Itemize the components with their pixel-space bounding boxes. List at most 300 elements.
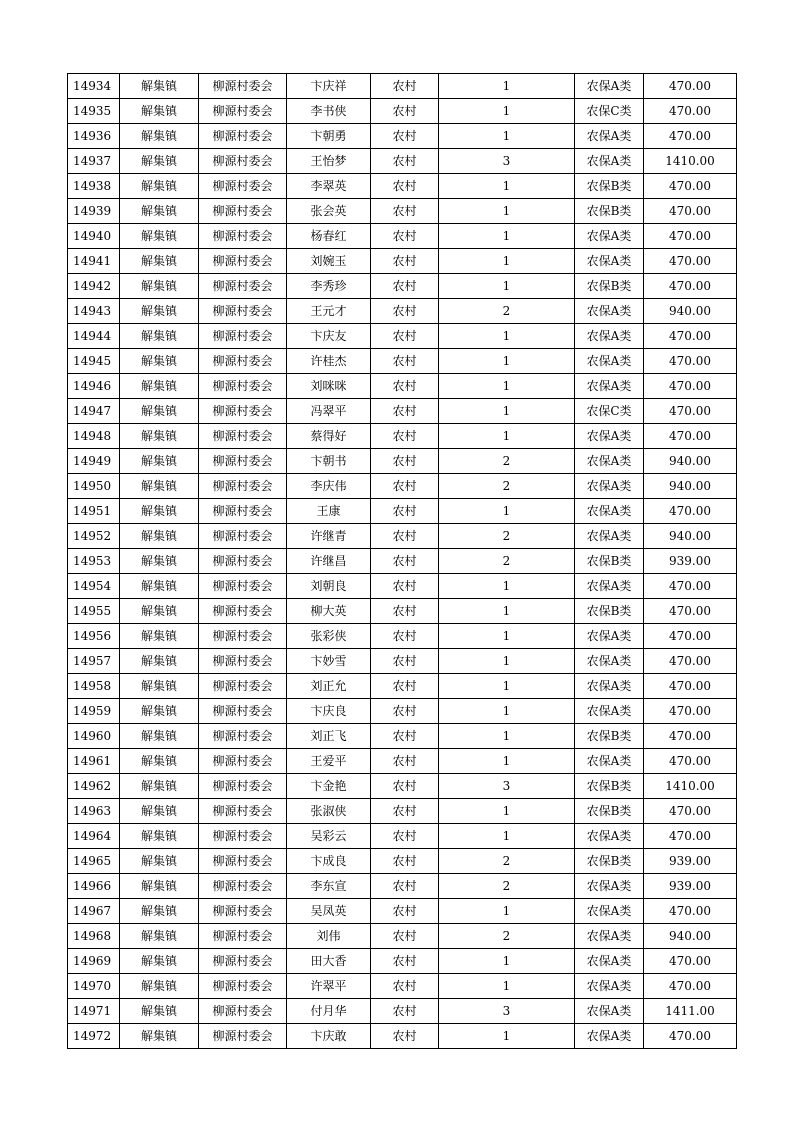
cell-area-type: 农村: [371, 674, 439, 699]
cell-area-type: 农村: [371, 249, 439, 274]
table-row: [68, 974, 737, 999]
cell-person-name: 张会英: [287, 199, 371, 224]
cell-amount: 470.00: [644, 99, 737, 124]
cell-record-id: 14953: [68, 549, 120, 574]
cell-record-id: 14940: [68, 224, 120, 249]
cell-area-type: 农村: [371, 524, 439, 549]
cell-insurance-category: 农保C类: [575, 399, 644, 424]
cell-amount: 470.00: [644, 274, 737, 299]
cell-insurance-category: 农保A类: [575, 424, 644, 449]
cell-amount: 940.00: [644, 449, 737, 474]
cell-town: 解集镇: [120, 299, 199, 324]
cell-amount: 470.00: [644, 1024, 737, 1049]
cell-insurance-category: 农保A类: [575, 449, 644, 474]
cell-village-committee: 柳源村委会: [199, 749, 287, 774]
cell-household-count: 2: [439, 549, 575, 574]
cell-village-committee: 柳源村委会: [199, 399, 287, 424]
cell-amount: 939.00: [644, 874, 737, 899]
cell-area-type: 农村: [371, 274, 439, 299]
cell-amount: 470.00: [644, 399, 737, 424]
cell-amount: 470.00: [644, 424, 737, 449]
cell-area-type: 农村: [371, 349, 439, 374]
cell-record-id: 14971: [68, 999, 120, 1024]
cell-town: 解集镇: [120, 524, 199, 549]
cell-record-id: 14972: [68, 1024, 120, 1049]
cell-amount: 470.00: [644, 249, 737, 274]
cell-household-count: 1: [439, 699, 575, 724]
cell-town: 解集镇: [120, 74, 199, 99]
cell-record-id: 14949: [68, 449, 120, 474]
cell-town: 解集镇: [120, 849, 199, 874]
cell-area-type: 农村: [371, 849, 439, 874]
cell-person-name: 李书侠: [287, 99, 371, 124]
cell-amount: 940.00: [644, 299, 737, 324]
cell-town: 解集镇: [120, 574, 199, 599]
table-row: [68, 949, 737, 974]
cell-household-count: 1: [439, 799, 575, 824]
table-row: [68, 99, 737, 124]
cell-village-committee: 柳源村委会: [199, 799, 287, 824]
table-row: [68, 374, 737, 399]
cell-area-type: 农村: [371, 1024, 439, 1049]
cell-record-id: 14948: [68, 424, 120, 449]
cell-village-committee: 柳源村委会: [199, 374, 287, 399]
cell-village-committee: 柳源村委会: [199, 474, 287, 499]
cell-area-type: 农村: [371, 624, 439, 649]
cell-amount: 470.00: [644, 349, 737, 374]
cell-household-count: 2: [439, 524, 575, 549]
cell-record-id: 14938: [68, 174, 120, 199]
cell-village-committee: 柳源村委会: [199, 649, 287, 674]
cell-amount: 470.00: [644, 624, 737, 649]
cell-person-name: 李庆伟: [287, 474, 371, 499]
cell-insurance-category: 农保A类: [575, 74, 644, 99]
cell-area-type: 农村: [371, 549, 439, 574]
cell-record-id: 14945: [68, 349, 120, 374]
cell-town: 解集镇: [120, 374, 199, 399]
cell-insurance-category: 农保A类: [575, 349, 644, 374]
cell-household-count: 1: [439, 424, 575, 449]
cell-record-id: 14939: [68, 199, 120, 224]
cell-record-id: 14963: [68, 799, 120, 824]
cell-record-id: 14964: [68, 824, 120, 849]
table-row: [68, 849, 737, 874]
cell-insurance-category: 农保B类: [575, 174, 644, 199]
cell-amount: 1410.00: [644, 149, 737, 174]
cell-area-type: 农村: [371, 799, 439, 824]
cell-insurance-category: 农保A类: [575, 524, 644, 549]
cell-household-count: 2: [439, 299, 575, 324]
cell-town: 解集镇: [120, 199, 199, 224]
cell-household-count: 1: [439, 499, 575, 524]
cell-household-count: 2: [439, 474, 575, 499]
cell-insurance-category: 农保A类: [575, 624, 644, 649]
cell-village-committee: 柳源村委会: [199, 124, 287, 149]
cell-person-name: 王怡梦: [287, 149, 371, 174]
cell-amount: 470.00: [644, 124, 737, 149]
cell-insurance-category: 农保B类: [575, 274, 644, 299]
cell-person-name: 许桂杰: [287, 349, 371, 374]
cell-village-committee: 柳源村委会: [199, 899, 287, 924]
table-row: [68, 174, 737, 199]
cell-insurance-category: 农保A类: [575, 649, 644, 674]
cell-person-name: 杨春红: [287, 224, 371, 249]
cell-household-count: 1: [439, 249, 575, 274]
cell-town: 解集镇: [120, 624, 199, 649]
cell-record-id: 14956: [68, 624, 120, 649]
cell-insurance-category: 农保A类: [575, 824, 644, 849]
cell-town: 解集镇: [120, 699, 199, 724]
cell-insurance-category: 农保A类: [575, 374, 644, 399]
cell-town: 解集镇: [120, 99, 199, 124]
cell-amount: 470.00: [644, 824, 737, 849]
cell-person-name: 李翠英: [287, 174, 371, 199]
table-row: [68, 874, 737, 899]
cell-record-id: 14951: [68, 499, 120, 524]
cell-insurance-category: 农保B类: [575, 724, 644, 749]
cell-record-id: 14960: [68, 724, 120, 749]
cell-town: 解集镇: [120, 924, 199, 949]
table-row: [68, 824, 737, 849]
cell-person-name: 李东宣: [287, 874, 371, 899]
cell-area-type: 农村: [371, 399, 439, 424]
cell-area-type: 农村: [371, 199, 439, 224]
cell-record-id: 14946: [68, 374, 120, 399]
cell-record-id: 14957: [68, 649, 120, 674]
cell-record-id: 14941: [68, 249, 120, 274]
cell-person-name: 李秀珍: [287, 274, 371, 299]
table-row: [68, 524, 737, 549]
cell-village-committee: 柳源村委会: [199, 149, 287, 174]
cell-area-type: 农村: [371, 74, 439, 99]
cell-household-count: 1: [439, 1024, 575, 1049]
cell-person-name: 许翠平: [287, 974, 371, 999]
cell-amount: 470.00: [644, 374, 737, 399]
cell-record-id: 14965: [68, 849, 120, 874]
cell-person-name: 卞庆良: [287, 699, 371, 724]
table-row: [68, 599, 737, 624]
cell-insurance-category: 农保A类: [575, 149, 644, 174]
cell-household-count: 2: [439, 874, 575, 899]
cell-town: 解集镇: [120, 499, 199, 524]
cell-insurance-category: 农保A类: [575, 474, 644, 499]
cell-area-type: 农村: [371, 449, 439, 474]
cell-village-committee: 柳源村委会: [199, 524, 287, 549]
cell-village-committee: 柳源村委会: [199, 699, 287, 724]
cell-record-id: 14970: [68, 974, 120, 999]
table-row: [68, 449, 737, 474]
cell-area-type: 农村: [371, 824, 439, 849]
cell-person-name: 王康: [287, 499, 371, 524]
cell-person-name: 冯翠平: [287, 399, 371, 424]
cell-town: 解集镇: [120, 174, 199, 199]
cell-person-name: 卞金艳: [287, 774, 371, 799]
cell-household-count: 1: [439, 374, 575, 399]
cell-household-count: 1: [439, 949, 575, 974]
cell-town: 解集镇: [120, 899, 199, 924]
cell-amount: 470.00: [644, 749, 737, 774]
cell-person-name: 卞朝勇: [287, 124, 371, 149]
cell-village-committee: 柳源村委会: [199, 174, 287, 199]
cell-village-committee: 柳源村委会: [199, 574, 287, 599]
cell-household-count: 1: [439, 574, 575, 599]
cell-person-name: 刘正允: [287, 674, 371, 699]
cell-record-id: 14937: [68, 149, 120, 174]
cell-insurance-category: 农保C类: [575, 99, 644, 124]
cell-town: 解集镇: [120, 474, 199, 499]
cell-household-count: 3: [439, 999, 575, 1024]
cell-area-type: 农村: [371, 924, 439, 949]
cell-person-name: 卞朝书: [287, 449, 371, 474]
cell-record-id: 14936: [68, 124, 120, 149]
cell-town: 解集镇: [120, 349, 199, 374]
cell-household-count: 3: [439, 774, 575, 799]
cell-person-name: 吴凤英: [287, 899, 371, 924]
cell-town: 解集镇: [120, 324, 199, 349]
table-row: [68, 199, 737, 224]
cell-record-id: 14952: [68, 524, 120, 549]
table-row: [68, 324, 737, 349]
cell-insurance-category: 农保B类: [575, 599, 644, 624]
cell-person-name: 刘正飞: [287, 724, 371, 749]
cell-insurance-category: 农保A类: [575, 874, 644, 899]
cell-village-committee: 柳源村委会: [199, 974, 287, 999]
cell-person-name: 卞庆祥: [287, 74, 371, 99]
cell-record-id: 14961: [68, 749, 120, 774]
cell-amount: 470.00: [644, 799, 737, 824]
cell-village-committee: 柳源村委会: [199, 624, 287, 649]
cell-area-type: 农村: [371, 99, 439, 124]
cell-insurance-category: 农保A类: [575, 999, 644, 1024]
cell-person-name: 刘婉玉: [287, 249, 371, 274]
cell-village-committee: 柳源村委会: [199, 424, 287, 449]
table-row: [68, 724, 737, 749]
cell-town: 解集镇: [120, 874, 199, 899]
cell-household-count: 2: [439, 924, 575, 949]
cell-household-count: 1: [439, 674, 575, 699]
cell-household-count: 1: [439, 899, 575, 924]
cell-insurance-category: 农保A类: [575, 1024, 644, 1049]
table-row: [68, 74, 737, 99]
cell-town: 解集镇: [120, 974, 199, 999]
cell-town: 解集镇: [120, 249, 199, 274]
cell-person-name: 张淑侠: [287, 799, 371, 824]
cell-town: 解集镇: [120, 424, 199, 449]
cell-record-id: 14966: [68, 874, 120, 899]
cell-person-name: 许继昌: [287, 549, 371, 574]
cell-town: 解集镇: [120, 224, 199, 249]
table-row: [68, 549, 737, 574]
cell-village-committee: 柳源村委会: [199, 324, 287, 349]
cell-village-committee: 柳源村委会: [199, 499, 287, 524]
cell-town: 解集镇: [120, 449, 199, 474]
cell-record-id: 14968: [68, 924, 120, 949]
cell-area-type: 农村: [371, 749, 439, 774]
cell-record-id: 14959: [68, 699, 120, 724]
cell-insurance-category: 农保A类: [575, 949, 644, 974]
cell-record-id: 14958: [68, 674, 120, 699]
cell-insurance-category: 农保B类: [575, 799, 644, 824]
cell-household-count: 1: [439, 599, 575, 624]
cell-record-id: 14950: [68, 474, 120, 499]
cell-area-type: 农村: [371, 724, 439, 749]
table-row: [68, 749, 737, 774]
cell-household-count: 1: [439, 724, 575, 749]
cell-amount: 470.00: [644, 174, 737, 199]
cell-town: 解集镇: [120, 599, 199, 624]
table-row: [68, 574, 737, 599]
table-row: [68, 649, 737, 674]
cell-amount: 940.00: [644, 524, 737, 549]
cell-household-count: 3: [439, 149, 575, 174]
table-row: [68, 799, 737, 824]
cell-record-id: 14934: [68, 74, 120, 99]
cell-village-committee: 柳源村委会: [199, 99, 287, 124]
cell-person-name: 张彩侠: [287, 624, 371, 649]
cell-person-name: 许继青: [287, 524, 371, 549]
cell-amount: 470.00: [644, 574, 737, 599]
cell-amount: 470.00: [644, 599, 737, 624]
cell-area-type: 农村: [371, 949, 439, 974]
table-row: [68, 499, 737, 524]
cell-town: 解集镇: [120, 149, 199, 174]
cell-town: 解集镇: [120, 824, 199, 849]
cell-person-name: 田大香: [287, 949, 371, 974]
cell-amount: 470.00: [644, 649, 737, 674]
cell-person-name: 卞成良: [287, 849, 371, 874]
cell-area-type: 农村: [371, 899, 439, 924]
cell-village-committee: 柳源村委会: [199, 949, 287, 974]
table-row: [68, 674, 737, 699]
table-row: [68, 224, 737, 249]
cell-town: 解集镇: [120, 999, 199, 1024]
cell-amount: 470.00: [644, 949, 737, 974]
cell-person-name: 王元才: [287, 299, 371, 324]
cell-person-name: 付月华: [287, 999, 371, 1024]
table-body: [68, 74, 737, 1049]
cell-insurance-category: 农保A类: [575, 249, 644, 274]
cell-household-count: 1: [439, 99, 575, 124]
cell-household-count: 1: [439, 274, 575, 299]
table-row: [68, 999, 737, 1024]
cell-village-committee: 柳源村委会: [199, 199, 287, 224]
cell-village-committee: 柳源村委会: [199, 824, 287, 849]
cell-town: 解集镇: [120, 124, 199, 149]
cell-amount: 470.00: [644, 674, 737, 699]
cell-household-count: 2: [439, 849, 575, 874]
cell-town: 解集镇: [120, 399, 199, 424]
cell-area-type: 农村: [371, 224, 439, 249]
data-table: [67, 73, 737, 1049]
cell-household-count: 1: [439, 649, 575, 674]
cell-household-count: 1: [439, 399, 575, 424]
cell-amount: 1411.00: [644, 999, 737, 1024]
cell-insurance-category: 农保A类: [575, 749, 644, 774]
cell-person-name: 刘咪咪: [287, 374, 371, 399]
cell-record-id: 14969: [68, 949, 120, 974]
cell-area-type: 农村: [371, 599, 439, 624]
cell-amount: 470.00: [644, 724, 737, 749]
cell-household-count: 1: [439, 199, 575, 224]
cell-record-id: 14935: [68, 99, 120, 124]
cell-amount: 1410.00: [644, 774, 737, 799]
cell-village-committee: 柳源村委会: [199, 874, 287, 899]
cell-area-type: 农村: [371, 649, 439, 674]
cell-amount: 939.00: [644, 549, 737, 574]
cell-amount: 940.00: [644, 924, 737, 949]
cell-household-count: 1: [439, 349, 575, 374]
cell-area-type: 农村: [371, 699, 439, 724]
table-row: [68, 274, 737, 299]
cell-insurance-category: 农保A类: [575, 699, 644, 724]
cell-insurance-category: 农保A类: [575, 324, 644, 349]
table-row: [68, 624, 737, 649]
cell-household-count: 1: [439, 324, 575, 349]
cell-town: 解集镇: [120, 799, 199, 824]
cell-village-committee: 柳源村委会: [199, 1024, 287, 1049]
cell-person-name: 卞妙雪: [287, 649, 371, 674]
cell-record-id: 14942: [68, 274, 120, 299]
cell-record-id: 14967: [68, 899, 120, 924]
table-row: [68, 899, 737, 924]
cell-household-count: 1: [439, 224, 575, 249]
cell-area-type: 农村: [371, 149, 439, 174]
table-row: [68, 924, 737, 949]
cell-village-committee: 柳源村委会: [199, 924, 287, 949]
cell-insurance-category: 农保A类: [575, 899, 644, 924]
cell-village-committee: 柳源村委会: [199, 999, 287, 1024]
cell-amount: 470.00: [644, 899, 737, 924]
cell-area-type: 农村: [371, 324, 439, 349]
cell-area-type: 农村: [371, 299, 439, 324]
cell-town: 解集镇: [120, 1024, 199, 1049]
cell-person-name: 蔡得好: [287, 424, 371, 449]
cell-amount: 470.00: [644, 224, 737, 249]
cell-record-id: 14955: [68, 599, 120, 624]
cell-village-committee: 柳源村委会: [199, 224, 287, 249]
cell-record-id: 14954: [68, 574, 120, 599]
cell-town: 解集镇: [120, 949, 199, 974]
cell-household-count: 1: [439, 174, 575, 199]
cell-village-committee: 柳源村委会: [199, 599, 287, 624]
cell-amount: 470.00: [644, 324, 737, 349]
cell-area-type: 农村: [371, 999, 439, 1024]
cell-town: 解集镇: [120, 749, 199, 774]
cell-area-type: 农村: [371, 774, 439, 799]
cell-person-name: 刘朝良: [287, 574, 371, 599]
cell-household-count: 2: [439, 449, 575, 474]
cell-area-type: 农村: [371, 574, 439, 599]
table-row: [68, 249, 737, 274]
cell-village-committee: 柳源村委会: [199, 549, 287, 574]
table-row: [68, 699, 737, 724]
cell-area-type: 农村: [371, 174, 439, 199]
cell-record-id: 14947: [68, 399, 120, 424]
cell-town: 解集镇: [120, 649, 199, 674]
cell-insurance-category: 农保B类: [575, 549, 644, 574]
cell-insurance-category: 农保B类: [575, 774, 644, 799]
cell-insurance-category: 农保A类: [575, 674, 644, 699]
cell-record-id: 14943: [68, 299, 120, 324]
cell-town: 解集镇: [120, 724, 199, 749]
cell-village-committee: 柳源村委会: [199, 674, 287, 699]
cell-insurance-category: 农保A类: [575, 924, 644, 949]
cell-village-committee: 柳源村委会: [199, 249, 287, 274]
cell-village-committee: 柳源村委会: [199, 299, 287, 324]
cell-village-committee: 柳源村委会: [199, 274, 287, 299]
cell-area-type: 农村: [371, 474, 439, 499]
cell-amount: 940.00: [644, 474, 737, 499]
